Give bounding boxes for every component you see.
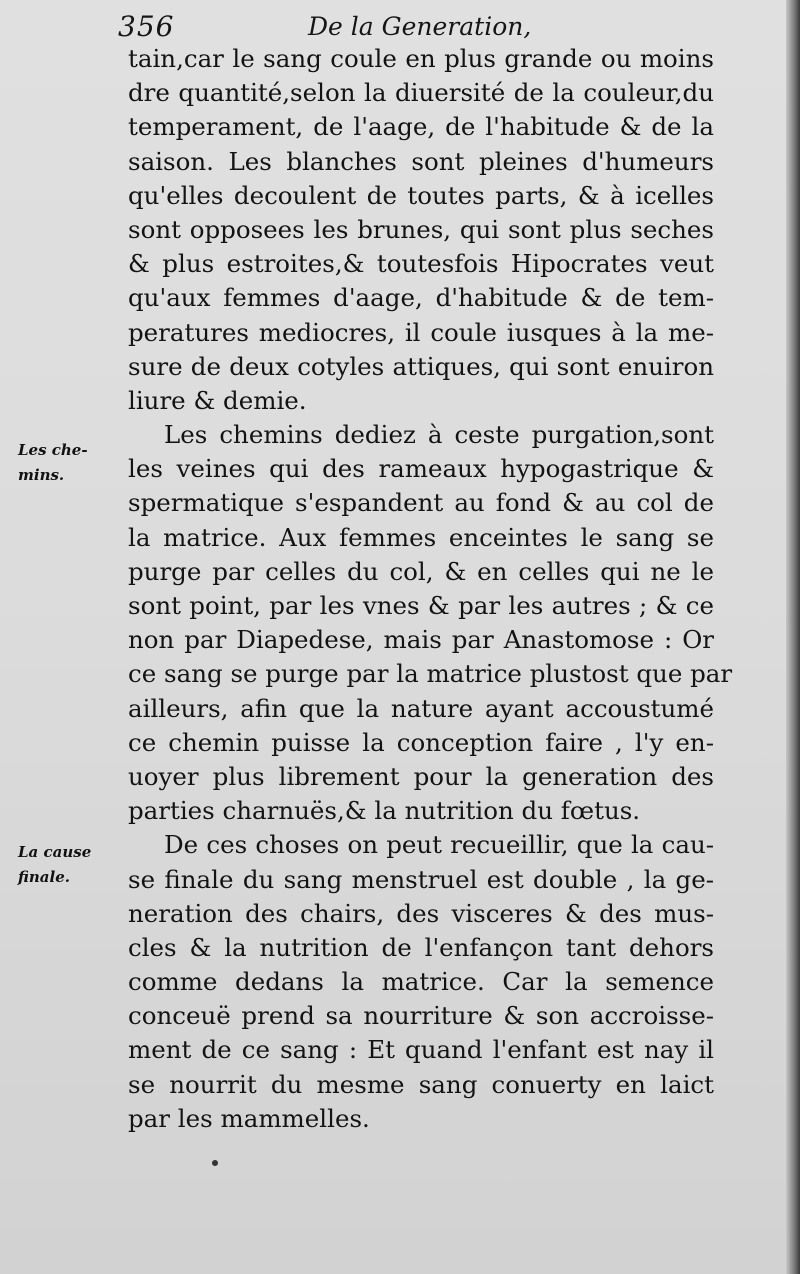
text-line: qu'aux femmes d'aage, d'habitude & de tem-: [128, 283, 714, 313]
text-line: sure de deux cotyles attiques, qui sont enuiron: [128, 351, 714, 381]
text-line: non par Diapedese, mais par Anastomose : Or: [128, 625, 714, 655]
text-line: dre quantité,selon la diuersité de la couleur,du: [128, 78, 714, 108]
text-line: par les mammelles.: [128, 1103, 370, 1133]
text-line: sont opposees les brunes, qui sont plus seches: [128, 214, 714, 244]
text-line: parties charnuës,& la nutrition du fœtus.: [128, 796, 641, 826]
page-number: 356: [118, 10, 175, 43]
text-line: conceuë prend sa nourriture & son accroisse-: [128, 1001, 714, 1031]
body-text: [128, 42, 733, 1136]
paragraph-1: [128, 42, 714, 418]
text-line: qu'elles decoulent de toutes parts, & à icelles: [128, 180, 714, 210]
text-line: ce chemin puisse la conception faire , l'y en-: [128, 727, 714, 757]
text-line: les veines qui des rameaux hypogastrique &: [128, 454, 714, 484]
text-line: tain,car le sang coule en plus grande ou moins: [128, 44, 714, 73]
text-line: saison. Les blanches sont pleines d'humeurs: [128, 146, 714, 176]
text-line: uoyer plus librement pour la generation des: [128, 761, 714, 791]
ink-speck: [212, 1160, 218, 1166]
text-line: peratures mediocres, il coule iusques à la me-: [128, 317, 714, 347]
text-line: & plus estroites,& toutesfois Hipocrates veut: [128, 249, 714, 279]
text-line: cles & la nutrition de l'enfançon tant dehors: [128, 932, 714, 962]
margin-note-line: finale.: [18, 868, 70, 886]
text-line: se finale du sang menstruel est double , la ge-: [128, 864, 714, 894]
text-line: comme dedans la matrice. Car la semence: [128, 967, 714, 997]
page-edge-shadow: [786, 0, 800, 1274]
text-line: sont point, par les vnes & par les autres ; & ce: [128, 591, 714, 620]
text-line: neration des chairs, des visceres & des mus-: [128, 898, 714, 928]
text-line: De ces choses on peut recueillir, que la cau-: [164, 830, 714, 860]
text-line: Les chemins dediez à ceste purgation,sont: [164, 420, 714, 450]
running-head: De la Generation,: [308, 12, 532, 41]
text-line: purge par celles du col, & en celles qui ne le: [128, 556, 714, 586]
margin-note-les-chemins: [18, 438, 113, 488]
margin-note-la-cause-finale: [18, 840, 113, 890]
margin-note-line: mins.: [18, 466, 65, 484]
text-line: ailleurs, afin que la nature ayant accoustumé: [128, 693, 714, 723]
margin-note-line: La cause: [18, 843, 92, 861]
paragraph-3: [128, 828, 714, 1136]
text-line: ce sang se purge par la matrice plustost que par: [128, 659, 733, 689]
margin-note-line: Les che-: [18, 441, 88, 459]
text-line: se nourrit du mesme sang conuerty en laict: [128, 1069, 714, 1099]
text-line: spermatique s'espandent au fond & au col de: [128, 488, 714, 518]
text-line: liure & demie.: [128, 385, 307, 415]
text-line: ment de ce sang : Et quand l'enfant est nay il: [128, 1035, 714, 1065]
text-line: temperament, de l'aage, de l'habitude & de la: [128, 112, 714, 142]
paragraph-2: [128, 418, 733, 828]
text-line: la matrice. Aux femmes enceintes le sang se: [128, 522, 714, 552]
